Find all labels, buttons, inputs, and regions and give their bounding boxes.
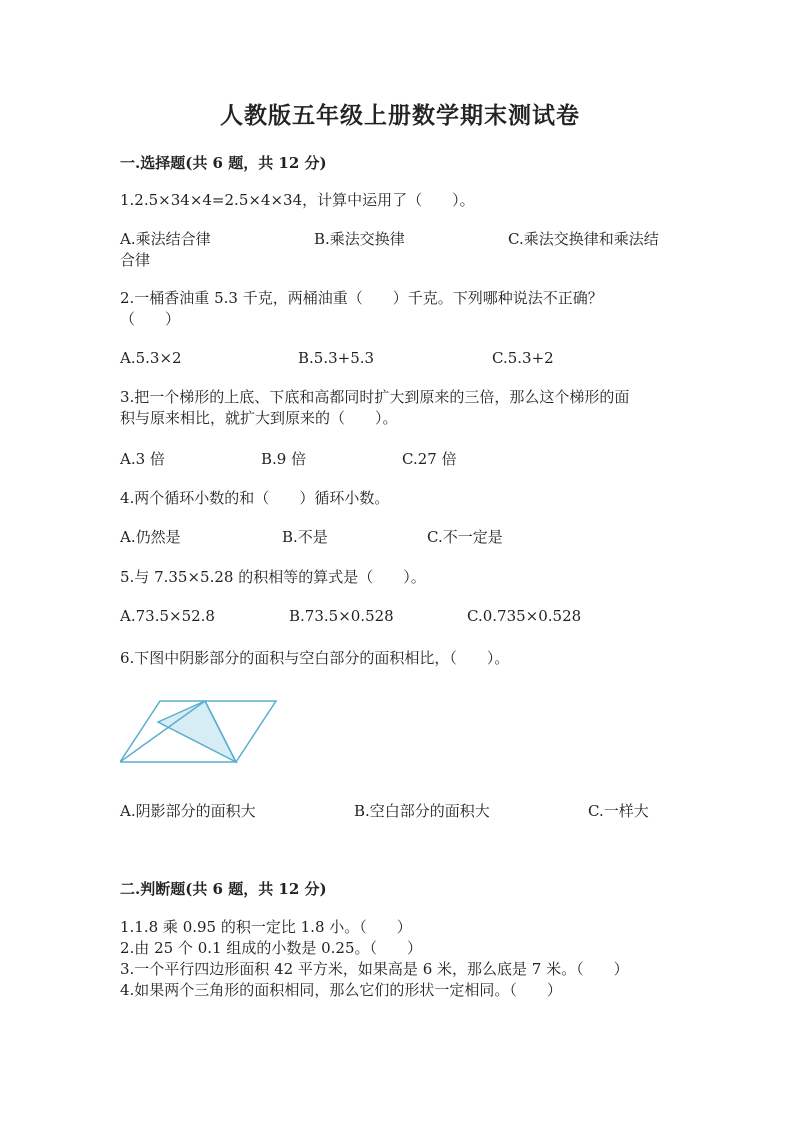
option-2c: C.5.3+2 [492, 349, 554, 367]
option-6b: B.空白部分的面积大 [354, 802, 490, 820]
judgement-item-1: 1.1.8 乘 0.95 的积一定比 1.8 小。（ ） [120, 918, 412, 936]
page-title: 人教版五年级上册数学期末测试卷 [220, 102, 580, 129]
question-2: 2.一桶香油重 5.3 千克，两桶油重（ ）千克。下列哪种说法不正确？ [120, 289, 603, 307]
question-2-line2: （ ） [120, 310, 181, 328]
option-3a: A.3 倍 [120, 450, 165, 468]
option-1b: B.乘法交换律 [314, 230, 405, 248]
option-4b: B.不是 [282, 528, 328, 546]
question-3-line2: 积与原来相比，就扩大到原来的（ ）。 [120, 409, 398, 427]
parallelogram-figure [120, 700, 280, 764]
option-3b: B.9 倍 [261, 450, 307, 468]
option-1c: C.乘法交换律和乘法结 [508, 230, 659, 248]
judgement-item-4: 4.如果两个三角形的面积相同，那么它们的形状一定相同。（ ） [120, 981, 562, 999]
option-1a: A.乘法结合律 [120, 230, 211, 248]
option-3c: C.27 倍 [402, 450, 457, 468]
judgement-item-3: 3.一个平行四边形面积 42 平方米，如果高是 6 米，那么底是 7 米。（ ） [120, 960, 629, 978]
option-1c-overflow: 合律 [120, 251, 151, 269]
option-4a: A.仍然是 [120, 528, 181, 546]
question-5: 5.与 7.35×5.28 的积相等的算式是（ ）。 [120, 568, 426, 586]
option-2a: A.5.3×2 [120, 349, 182, 367]
option-6c: C.一样大 [588, 802, 649, 820]
section-heading-choice: 一.选择题(共 6 题，共 12 分) [120, 154, 327, 172]
option-5a: A.73.5×52.8 [120, 607, 215, 625]
option-6a: A.阴影部分的面积大 [120, 802, 256, 820]
judgement-item-2: 2.由 25 个 0.1 组成的小数是 0.25。（ ） [120, 939, 422, 957]
question-3: 3.把一个梯形的上底、下底和高都同时扩大到原来的三倍，那么这个梯形的面 [120, 388, 630, 406]
question-6: 6.下图中阴影部分的面积与空白部分的面积相比，（ ）。 [120, 649, 510, 667]
option-2b: B.5.3+5.3 [298, 349, 375, 367]
shaded-triangle [158, 701, 236, 762]
option-4c: C.不一定是 [427, 528, 503, 546]
option-5b: B.73.5×0.528 [289, 607, 394, 625]
option-5c: C.0.735×0.528 [467, 607, 582, 625]
section-heading-judgement: 二.判断题(共 6 题，共 12 分) [120, 880, 327, 898]
question-1: 1.2.5×34×4=2.5×4×34，计算中运用了（ ）。 [120, 191, 475, 209]
question-4: 4.两个循环小数的和（ ）循环小数。 [120, 489, 390, 507]
